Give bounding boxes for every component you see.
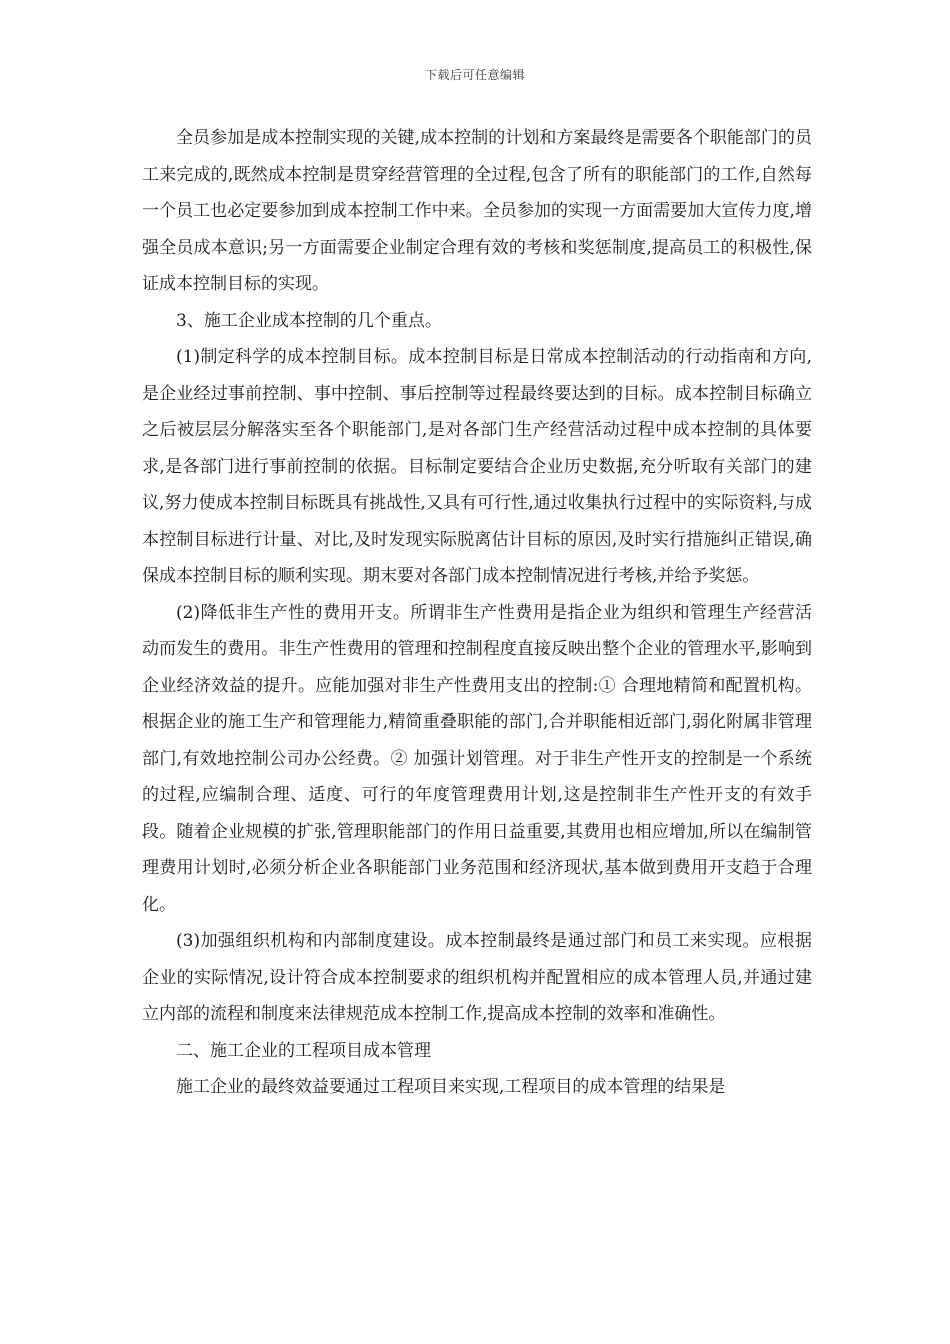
document-body xyxy=(142,120,812,1106)
paragraph-project-cost-intro: 施工企业的最终效益要通过工程项目来实现,工程项目的成本管理的结果是 xyxy=(176,1077,726,1097)
paragraph-cost-control-targets: (1)制定科学的成本控制目标。成本控制目标是日常成本控制活动的行动指南和方向,是企业经过事前控制、事中控制、事后控制等过程最终要达到的目标。成本控制目标确立之后被层层分解落实至各个职能部门,是对各部门生产经营活动过程中成本控制的具体要求,是各部门进行事前控制的依据。目标制定要结合企业历史数据,充分听取有关部门的建议,努力使成本控制目标既具有挑战性,又具有可行性,通过收集执行过程中的实际资料,与成本控制目标进行计量、对比,及时发现实际脱离估计目标的原因,及时实行措施纠正错误,确保成本控制目标的顺利实现。期末要对各部门成本控制情况进行考核,并给予奖惩。 xyxy=(142,347,812,586)
paragraph-full-participation: 全员参加是成本控制实现的关键,成本控制的计划和方案最终是需要各个职能部门的员工来完成的,既然成本控制是贯穿经营管理的全过程,包含了所有的职能部门的工作,自然每一个员工也必定要参加到成本控制工作中来。全员参加的实现一方面需要加大宣传力度,增强全员成本意识;另一方面需要企业制定合理有效的考核和奖惩制度,提高员工的积极性,保证成本控制目标的实现。 xyxy=(142,128,812,294)
heading-cost-control-key-points: 3、施工企业成本控制的几个重点。 xyxy=(176,310,442,331)
paragraph-organization-and-rules: (3)加强组织机构和内部制度建设。成本控制最终是通过部门和员工来实现。应根据企业的实际情况,设计符合成本控制要求的组织机构并配置相应的成本管理人员,并通过建立内部的流程和制度来法律规范成本控制工作,提高成本控制的效率和准确性。 xyxy=(142,931,812,1024)
heading-project-cost-management: 二、施工企业的工程项目成本管理 xyxy=(176,1040,431,1061)
page-header: 下载后可任意编辑 xyxy=(424,68,525,82)
paragraph-non-production-expenses: (2)降低非生产性的费用开支。所谓非生产性费用是指企业为组织和管理生产经营活动而发生的费用。非生产性费用的管理和控制程度直接反映出整个企业的管理水平,影响到企业经济效益的提升。应能加强对非生产性费用支出的控制:① 合理地精简和配置机构。根据企业的施工生产和管理能力,精简重叠职能的部门,合并职能相近部门,弱化附属非管理部门,有效地控制公司办公经费。② 加强计划管理。对于非生产性开支的控制是一个系统的过程,应编制合理、适度、可行的年度管理费用计划,这是控制非生产性开支的有效手段。随着企业规模的扩张,管理职能部门的作用日益重要,其费用也相应增加,所以在编制管理费用计划时,必须分析企业各职能部门业务范围和经济现状,基本做到费用开支趋于合理化。 xyxy=(142,602,812,915)
